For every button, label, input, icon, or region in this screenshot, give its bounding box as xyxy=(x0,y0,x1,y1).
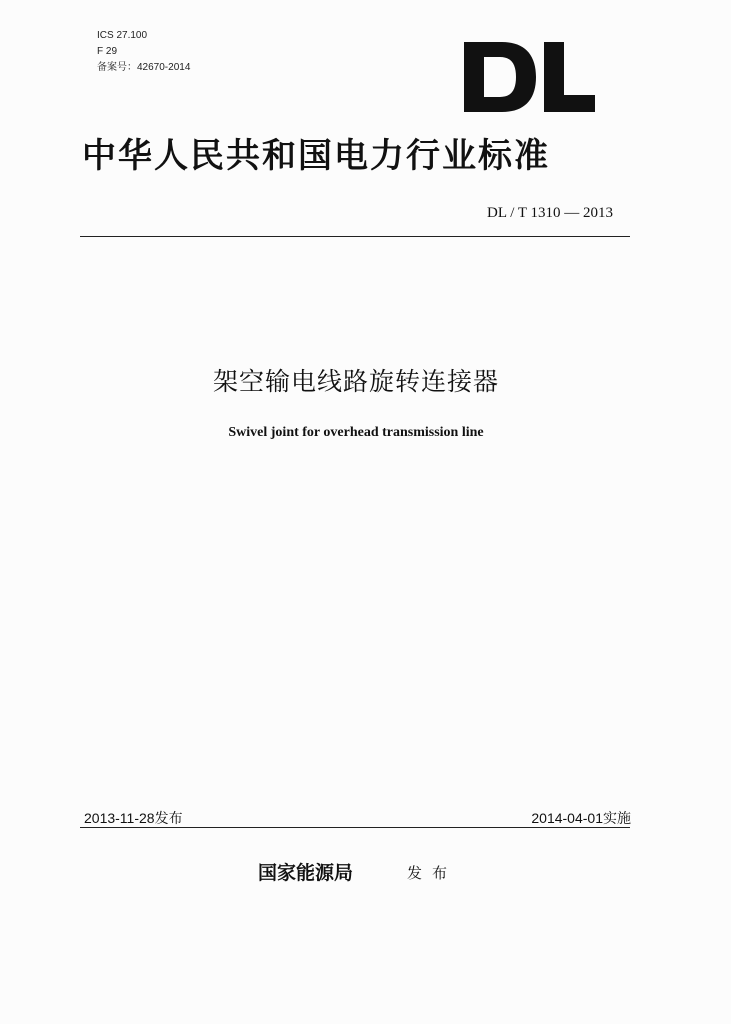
dl-logo xyxy=(462,40,597,114)
standard-number: DL / T 1310 — 2013 xyxy=(487,205,613,221)
ccs-code: F 29 xyxy=(97,46,118,57)
issuing-authority: 国家能源局 xyxy=(258,862,354,884)
ics-code: ICS 27.100 xyxy=(97,30,148,41)
document-title-english: Swivel joint for overhead transmission line xyxy=(228,425,484,440)
dl-logo-letter-l xyxy=(544,42,595,112)
document-title-chinese: 架空输电线路旋转连接器 xyxy=(212,367,499,396)
issue-date: 2013-11-28发布 xyxy=(84,810,183,826)
implementation-date: 2014-04-01实施 xyxy=(531,810,631,826)
bottom-divider xyxy=(80,827,630,828)
record-number: 备案号：42670-2014 xyxy=(97,62,191,73)
dl-logo-letter-d xyxy=(464,42,536,112)
top-divider xyxy=(80,236,630,237)
publish-label: 发布 xyxy=(407,864,458,882)
industry-standard-title: 中华人民共和国电力行业标准 xyxy=(82,136,550,176)
